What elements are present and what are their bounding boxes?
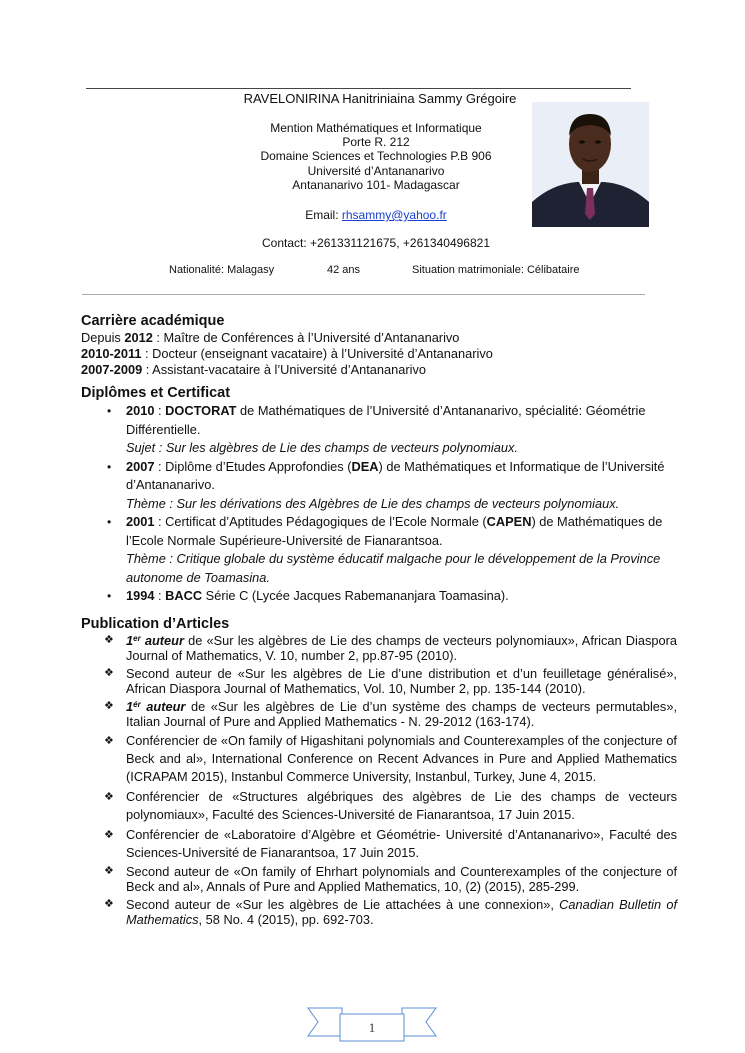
address-line: Antananarivo 101- Madagascar (292, 177, 460, 192)
publication-text: de «Sur les algèbres de Lie des champs de vecteurs polynomiaux», African Diaspora Journal of Mathematics, V. 10, number 2, pp.87-95 (2010). (126, 632, 677, 663)
career-prefix: Depuis (81, 330, 125, 345)
diploma-name: CAPEN (486, 514, 532, 529)
contact-line: Contact: +261331121675, +261340496821 (262, 236, 490, 250)
diplomas-section (81, 385, 677, 606)
publication-item (81, 897, 677, 928)
career-year: 2007-2009 (81, 362, 143, 377)
publication-text: Conférencier de «On family of Higashitani polynomials and Counterexamples of the conjecture of Beck and al», International Conference on Recent Advances in Pure and Applied Mathematics (ICRAPAM 2015), Instanbul Commerce University, Instanbul, Turkey, June 4, 2015. (126, 732, 677, 784)
publication-text: de «Sur les algèbres de Lie d’un système des champs de vecteurs permutables», Italian Journal of Pure and Applied Mathematics - N. 29-2012 (163-174). (126, 698, 677, 729)
diploma-text: de Mathématiques de l’Université d’Antananarivo, spécialité: Géométrie Différentielle. (126, 403, 646, 437)
publication-text: Second auteur de «Sur les algèbres de Lie attachées à une connexion», (126, 896, 560, 912)
diploma-year: 2007 (126, 458, 155, 474)
publication-item (81, 732, 677, 786)
diploma-item (81, 587, 677, 606)
rank-number: 1 (126, 698, 134, 714)
diploma-text: ) de Mathématiques de l’Ecole Normale Supérieure-Université de Fianarantsoa. (126, 514, 663, 548)
section-title: Publication d’Articles (81, 615, 230, 632)
rank-number: 1 (126, 632, 134, 648)
publication-text: Second auteur de «On family of Ehrhart polynomials and Counterexamples of the conjecture of Beck and al», Annals of Pure and Applied Mathematics, 10, (2) (2015), 285-299. (126, 863, 677, 894)
publications-section (81, 616, 677, 928)
publication-text: , 58 No. 4 (2015), pp. 692-703. (198, 912, 374, 927)
publication-text: Conférencier de «Structures algébriques des algèbres de Lie des champs de vecteurs polynomiaux», Faculté des Sciences-Université de Fianarantsoa, 17 Juin 2015. (126, 788, 677, 822)
career-item (81, 346, 677, 362)
profile-photo (532, 102, 649, 227)
career-text: : Maître de Conférences à l’Université d’Antananarivo (152, 330, 460, 345)
diploma-text: Série C (Lycée Jacques Rabemananjara Toamasina). (202, 588, 509, 603)
diploma-name: DEA (351, 458, 379, 474)
full-name: RAVELONIRINA Hanitriniaina Sammy Grégoire (243, 91, 517, 106)
diploma-name: DOCTORAT (165, 403, 237, 418)
author-rank (126, 633, 184, 648)
diploma-item (81, 513, 677, 587)
email-link[interactable]: rhsammy@yahoo.fr (341, 208, 447, 222)
diploma-name: BACC (165, 588, 203, 603)
publication-text: Second auteur de «Sur les algèbres de Lie d’une distribution et d’un feuilletage généralisé», African Diaspora Journal of Mathematics, Vol. 10, Number 2, pp. 135-144 (2010). (126, 665, 677, 696)
age: 42 ans (327, 264, 361, 276)
rank-suffix: er (133, 633, 141, 643)
address-line: Université d’Antananarivo (307, 163, 445, 178)
diploma-item (81, 458, 677, 514)
diploma-text: : Certificat d’Aptitudes Pédagogiques de l’Ecole Normale ( (154, 514, 487, 529)
career-text: : Docteur (enseignant vacataire) à l’Université d’Antananarivo (141, 346, 493, 361)
rank-suffix: ér (133, 699, 141, 709)
publication-item (81, 864, 677, 895)
page-footer (306, 1006, 438, 1042)
diploma-text: : (154, 403, 166, 418)
career-year: 2010-2011 (81, 346, 142, 361)
career-year: 2012 (124, 330, 153, 345)
diploma-list (81, 402, 677, 606)
career-text: : Assistant-vacataire à l’Université d’Antananarivo (142, 362, 427, 377)
publication-item (81, 699, 677, 730)
address-line: Domaine Sciences et Technologies P.B 906 (260, 149, 492, 164)
career-item (81, 330, 677, 346)
diploma-year: 1994 (126, 588, 155, 603)
author-rank (126, 699, 185, 714)
diploma-text: : Diplôme d’Etudes Approfondies ( (154, 458, 352, 474)
journal-name: Canadian Bulletin of Mathematics (126, 896, 677, 927)
diploma-topic: Thème : Sur les dérivations des Algèbres de Lie des champs de vecteurs polynomiaux. (126, 495, 620, 511)
publication-list (81, 633, 677, 928)
publication-text: Conférencier de «Laboratoire d’Algèbre et Géométrie- Université d’Antananarivo», Faculté des Sciences-Université de Fianarantsoa, 17 Juin 2015. (126, 826, 677, 860)
address-line: Porte R. 212 (342, 135, 410, 150)
header-bottom-rule (82, 294, 645, 295)
diploma-item (81, 402, 677, 458)
email-line (240, 208, 512, 222)
email-label: Email: (305, 208, 342, 222)
marital-status: Situation matrimoniale: Célibataire (412, 264, 580, 276)
diploma-year: 2001 (126, 514, 155, 529)
career-section (81, 313, 677, 378)
diploma-topic: Sujet : Sur les algèbres de Lie des champs de vecteurs polynomiaux. (126, 440, 518, 455)
publication-item (81, 666, 677, 697)
diploma-text: ) de Mathématiques et Informatique de l’Université d’Antananarivo. (126, 458, 665, 492)
publication-item (81, 788, 677, 824)
nationality: Nationalité: Malagasy (169, 264, 275, 276)
page-number: 1 (368, 1020, 376, 1035)
diploma-year: 2010 (126, 403, 155, 418)
section-title: Carrière académique (81, 313, 225, 329)
publication-item (81, 633, 677, 664)
publication-item (81, 826, 677, 862)
section-title: Diplômes et Certificat (81, 385, 231, 401)
top-rule (86, 88, 631, 89)
diploma-text: : (154, 588, 166, 603)
cv-body (81, 313, 677, 930)
rank-word: auteur (140, 698, 186, 714)
address-block (240, 121, 512, 192)
address-line: Mention Mathématiques et Informatique (270, 121, 482, 135)
diploma-topic: Thème : Critique globale du système éducatif malgache pour le développement de la Province autonome de Toamasina. (126, 551, 661, 585)
rank-word: auteur (140, 632, 184, 648)
career-item (81, 362, 677, 378)
